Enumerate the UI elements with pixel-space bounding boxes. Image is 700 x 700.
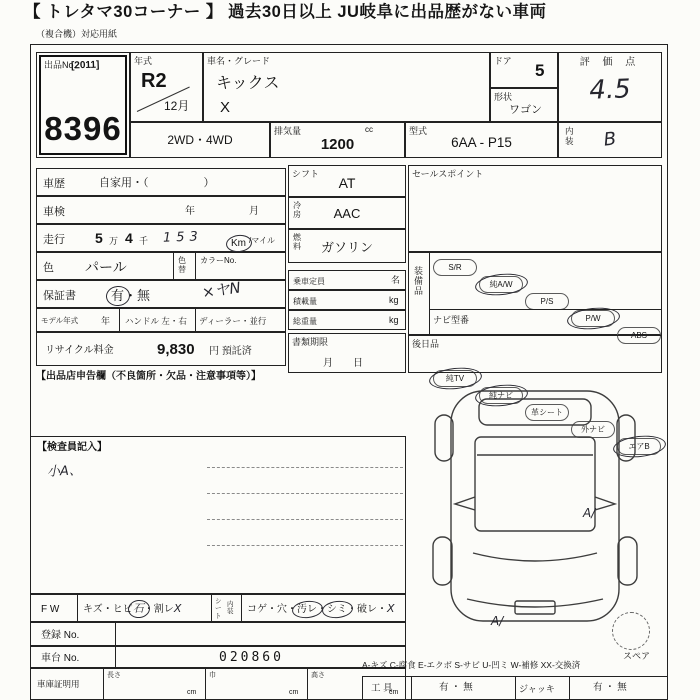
color-value: パール [85, 259, 127, 275]
chassis-sep [115, 647, 116, 667]
equipment-label-sep [429, 253, 430, 334]
equip-chip-jun-navi: 純ナビ [479, 387, 523, 404]
chassis-row [30, 646, 406, 668]
model-year-sep-2 [195, 309, 196, 331]
seat-damage-text-3: ・破レ・ [347, 604, 387, 615]
damage-legend: A-キズ C-腐食 E-エクボ S-サビ U-凹ミ W-補修 XX-交換済 [362, 660, 581, 670]
shaken-month-unit: 月 [249, 206, 259, 217]
seat-damage-stain: 汚レ [297, 604, 317, 615]
inspector-box [30, 436, 406, 594]
car-name-box [203, 52, 490, 122]
fuel-value: ガソリン [320, 240, 373, 255]
warranty-no: ・無 [124, 288, 151, 303]
seat-damage-spot: シミ [327, 604, 347, 615]
mirror-left [455, 497, 475, 510]
unit-mile: /マイル [249, 236, 276, 245]
shift-box [288, 165, 406, 197]
car-diagram-area [415, 385, 655, 628]
shift-value: AT [338, 175, 356, 191]
model-year-row [36, 308, 286, 332]
car-name-value: キックス [216, 75, 280, 92]
warranty-yes: 有 [111, 288, 125, 303]
inspector-hand-note: 小A、 [46, 463, 83, 480]
wheel-rear-left [435, 415, 453, 461]
fw-sep-3 [241, 595, 242, 621]
garage-height-unit: cm [389, 689, 399, 696]
capacity-label: 乗車定員 [293, 277, 325, 286]
garage-length-unit: cm [187, 689, 197, 696]
jack-label: ジャッキ [519, 684, 555, 694]
tools-sep-2 [515, 677, 516, 699]
color-sep-1 [173, 253, 174, 279]
ac-value: AAC [333, 206, 361, 221]
fuel-label: 燃料 [293, 233, 301, 251]
color-change-label: 色替 [178, 256, 186, 274]
equip-chip-ps: P/S [525, 293, 569, 310]
chassis-value: 020860 [219, 650, 284, 665]
displacement-value: 1200 [320, 136, 355, 153]
fw-damage-text-2: ・割レ [143, 604, 174, 615]
later-items-box [408, 335, 662, 373]
tools-sep-3 [569, 677, 570, 699]
model-year-sep-1 [119, 309, 120, 331]
door-label: ドア [494, 56, 512, 66]
displacement-box [270, 122, 405, 158]
mileage-sen-unit: 千 [139, 236, 149, 246]
fw-sep-2 [211, 595, 212, 621]
exhibit-no-box [36, 52, 130, 158]
garage-width-label: 巾 [209, 672, 216, 679]
inspector-dash-line-2 [207, 493, 403, 494]
page-title: 【 トレタマ30コーナー 】 過去30日以上 JU岐阜に出品歴がない車両 [24, 3, 547, 21]
tools-row [362, 676, 668, 700]
shape-label: 形状 [494, 92, 513, 102]
spare-tire-circle-icon [612, 612, 650, 650]
registration-row [30, 622, 406, 646]
recycle-fee-label: リサイクル料金 [45, 345, 114, 356]
model-code-value: 6AA - P15 [451, 135, 512, 150]
shape-value: ワゴン [509, 104, 542, 116]
garage-width-unit: cm [289, 689, 299, 696]
equipment-label: 装備品 [414, 266, 424, 297]
model-year-unit: 年 [101, 316, 111, 326]
wheel-rear-right [617, 415, 635, 461]
inspector-dash-line-1 [207, 467, 403, 468]
windshield-line [473, 553, 597, 561]
door-box [490, 52, 558, 88]
model-year-label: モデル年式 [41, 316, 79, 325]
mileage-man-value: 5 [95, 230, 103, 246]
fw-hand-stone: 石 [132, 602, 144, 615]
interior-label: 内装 [565, 126, 574, 146]
registration-sep [115, 623, 116, 645]
score-box [558, 52, 662, 122]
garage-cert-row [30, 668, 406, 700]
exhibit-no-value: 8396 [44, 109, 122, 147]
docs-deadline-label: 書類期限 [292, 337, 329, 347]
fw-row [30, 594, 406, 622]
month-value: 12月 [164, 99, 190, 113]
ac-box [288, 197, 406, 229]
tools-sep-1 [411, 677, 412, 699]
chassis-label: 車台 No. [41, 653, 80, 664]
color-no-hand-note: ×ヤN [200, 278, 242, 302]
unit-km: Km [231, 238, 246, 249]
grade-value: X [220, 99, 231, 116]
damage-mark-1: A/ [583, 506, 596, 520]
sales-point-label: セールスポイント [412, 169, 484, 179]
equip-chip-jun-tv: 純TV [433, 370, 477, 387]
equip-chip-abs: ABS [617, 327, 661, 344]
history-row [36, 168, 286, 196]
odometer-hand-note: 153 [162, 229, 204, 246]
equip-chip-jun-aw: 純A/W [479, 276, 523, 293]
mileage-sen-value: 4 [125, 230, 133, 246]
warranty-row [36, 280, 286, 308]
fw-damage-text: キズ・ヒビ [83, 604, 133, 615]
shaken-year-unit: 年 [185, 206, 195, 217]
mirror-right [595, 497, 615, 510]
wheel-front-left [433, 537, 452, 585]
inspector-dash-line-4 [207, 545, 403, 546]
year-label: 年式 [134, 56, 153, 66]
tool-label: 工 具 [371, 683, 393, 694]
mileage-row [36, 224, 286, 252]
shaken-label: 車検 [43, 206, 65, 218]
load-unit: kg [389, 295, 399, 305]
history-label: 車歴 [43, 178, 65, 190]
model-code-box [405, 122, 558, 158]
load-row [288, 290, 406, 310]
jack-value: 有 ・ 無 [593, 682, 627, 693]
seat-label-1: シート [215, 598, 222, 620]
fw-hand-x: X [173, 602, 182, 615]
warranty-label: 保証書 [43, 290, 76, 302]
capacity-unit: 名 [391, 275, 401, 285]
interior-box [558, 122, 662, 158]
dealer-label: ディーラー・並行 [199, 316, 267, 326]
recycle-fee-value: 9,830 [157, 341, 195, 358]
shaken-row [36, 196, 286, 224]
drive-box [130, 122, 270, 158]
garage-sep-1 [103, 669, 104, 699]
color-label: 色 [43, 262, 54, 274]
mileage-label: 走行 [43, 234, 65, 246]
equip-chip-sr: S/R [433, 259, 477, 276]
seat-damage-text-1: コゲ・穴・ [247, 604, 297, 615]
garage-length-label: 長さ [107, 672, 121, 679]
year-stamp: [2011] [70, 59, 100, 72]
ac-label: 冷房 [293, 201, 301, 219]
door-value: 5 [535, 61, 545, 80]
year-box [130, 52, 203, 122]
displacement-label: 排気量 [274, 126, 302, 136]
tool-value: 有 ・ 無 [439, 682, 473, 693]
garage-sep-3 [307, 669, 308, 699]
shift-label: シフト [292, 169, 320, 179]
car-top-view-diagram [415, 385, 655, 628]
capacity-row [288, 270, 406, 290]
displacement-unit: cc [365, 125, 373, 134]
score-label: 評 価 点 [579, 57, 641, 68]
seat-damage-text-2: ・ [317, 604, 327, 615]
damage-mark-2: A/ [491, 614, 504, 628]
paper-note: （複合機）対応用紙 [36, 29, 118, 39]
shape-box [490, 88, 558, 122]
inspector-dash-line-3 [207, 519, 403, 520]
equip-chip-airbag: エアB [617, 438, 661, 455]
declaration-note: 【出品店申告欄（不良箇所・欠品・注意事項等）】 [36, 371, 261, 382]
seat-label-2: 内装 [227, 601, 234, 616]
score-value: 4.5 [588, 74, 632, 106]
load-label: 積載量 [293, 297, 317, 306]
fuel-box [288, 229, 406, 263]
color-row [36, 252, 286, 280]
color-sep-2 [195, 253, 196, 279]
hood-line [467, 599, 603, 607]
fw-sep-1 [77, 595, 78, 621]
docs-deadline-value: 月 日 [323, 358, 363, 369]
equip-chip-pw: P/W [571, 310, 615, 327]
garage-cert-label: 車庫証明用 [37, 679, 80, 689]
exhibit-no-label: 出品No. [44, 60, 77, 70]
drive-value: 2WD・4WD [167, 133, 233, 147]
model-code-label: 型式 [409, 126, 428, 136]
history-value: 自家用・（ ） [99, 177, 215, 189]
nav-model-label: ナビ型番 [433, 315, 470, 325]
color-no-label: カラーNo. [200, 256, 237, 265]
seat-hand-x: X [387, 602, 395, 615]
registration-label: 登録 No. [41, 630, 80, 641]
sales-point-box [408, 165, 662, 252]
interior-value: B [602, 128, 618, 151]
recycle-fee-unit: 円 預託済 [209, 346, 252, 357]
year-value: R2 [141, 70, 167, 92]
weight-row [288, 310, 406, 330]
inspector-title: 【検査員記入】 [37, 442, 107, 453]
equip-chip-leather-seat: 革シート [525, 404, 569, 421]
weight-label: 総重量 [293, 317, 317, 326]
fw-label: F W [41, 604, 60, 615]
garage-height-label: 高さ [311, 672, 325, 679]
later-items-label: 後日品 [412, 339, 440, 349]
handle-label: ハンドル 左・右 [125, 316, 187, 326]
recycle-fee-box [36, 332, 286, 366]
spare-tire-label: スペア [623, 651, 651, 661]
nav-model-sep [429, 309, 661, 310]
wheel-front-right [618, 537, 637, 585]
docs-deadline-box [288, 333, 406, 373]
roof [475, 437, 595, 531]
weight-unit: kg [389, 315, 399, 325]
equip-chip-soto-navi: 外ナビ [571, 421, 615, 438]
mileage-man-unit: 万 [109, 236, 119, 246]
rear-window [479, 399, 591, 425]
garage-sep-2 [205, 669, 206, 699]
car-name-label: 車名・グレード [207, 56, 271, 66]
